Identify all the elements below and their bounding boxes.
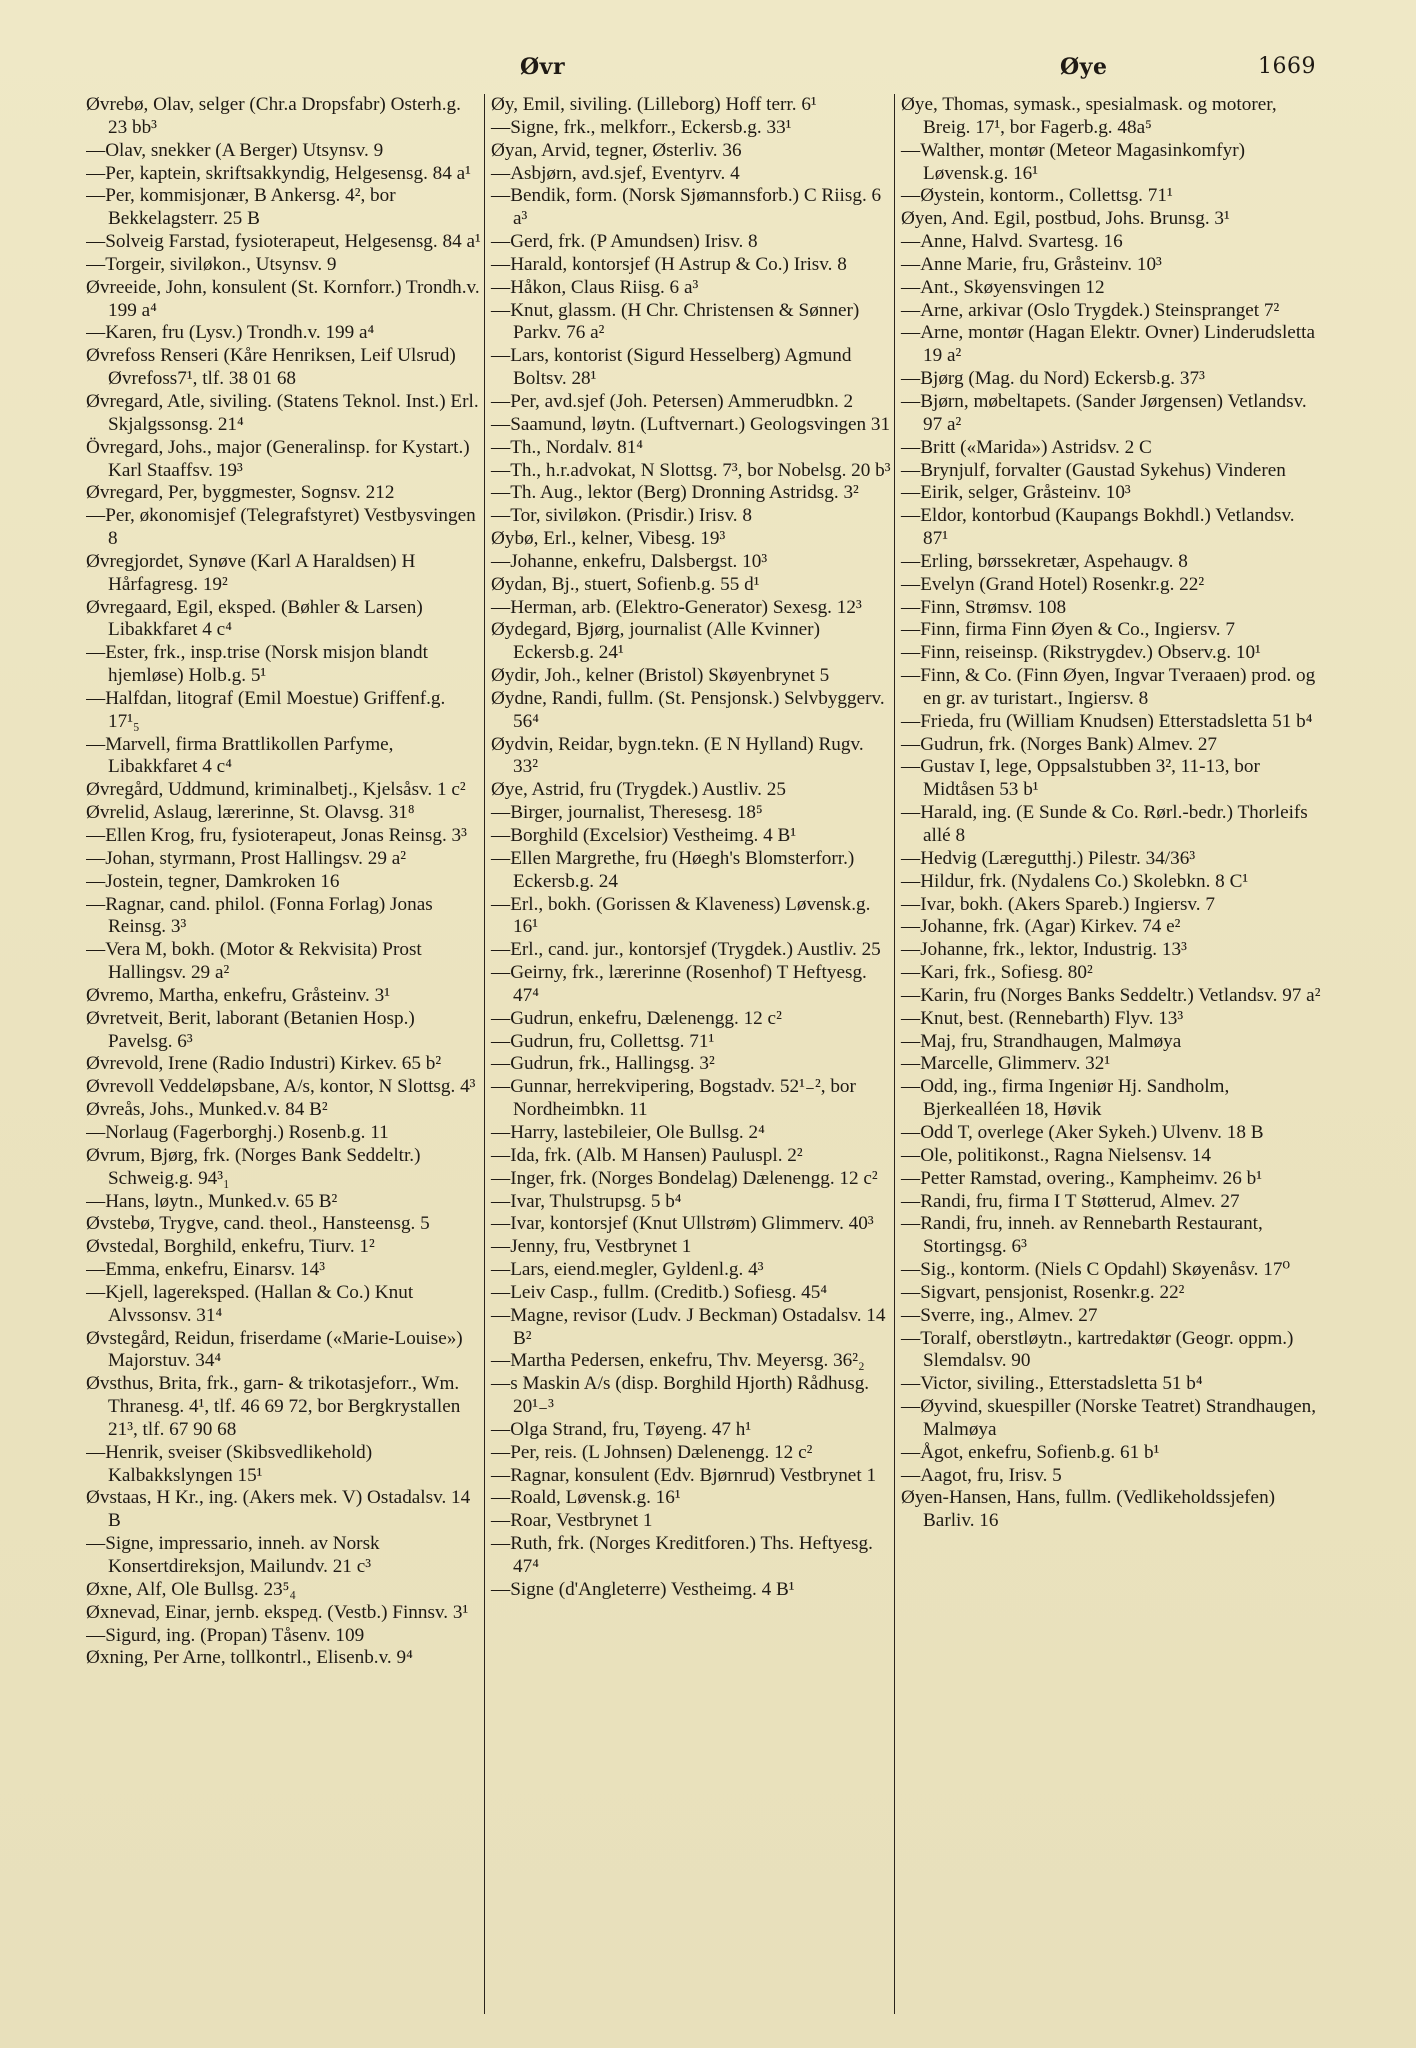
directory-entry: —Håkon, Claus Riisg. 6 a³ <box>491 276 699 298</box>
directory-entry: Øydvin, Reidar, bygn.tekn. (E N Hylland) Rugv. 33² <box>491 733 864 778</box>
directory-entry: —Signe, impressario, inneh. av Norsk Konsertdireksjon, Mailundv. 21 c³ <box>86 1533 380 1577</box>
directory-entry: —Ole, politikonst., Ragna Nielsensv. 14 <box>901 1144 1211 1166</box>
directory-entry: —Per, økonomisjef (Telegrafstyret) Vestbysvingen 8 <box>86 505 476 550</box>
directory-entry: —Gerd, frk. (P Amundsen) Irisv. 8 <box>491 231 758 253</box>
directory-entry: —Petter Ramstad, overing., Kampheimv. 26 b¹ <box>901 1167 1263 1189</box>
directory-entry: —Ågot, enkefru, Sofienb.g. 61 b¹ <box>901 1441 1160 1463</box>
directory-entry: —Finn, & Co. (Finn Øyen, Ingvar Tveraaen) prod. og en gr. av turistart., Ingiersv. 8 <box>901 665 1316 709</box>
directory-entry: —Kjell, lagereksped. (Hallan & Co.) Knut Alvssonsv. 31⁴ <box>86 1281 414 1326</box>
directory-entry: —Johanne, enkefru, Dalsbergst. 10³ <box>491 550 768 572</box>
directory-entry: —Frieda, fru (William Knudsen) Etterstadsletta 51 b⁴ <box>901 710 1313 732</box>
directory-entry: —Leiv Casp., fullm. (Creditb.) Sofiesg. 45⁴ <box>491 1281 828 1303</box>
directory-entry: —Johanne, frk., lektor, Industrig. 13³ <box>901 939 1187 961</box>
directory-entry: Øxne, Alf, Ole Bullsg. 23⁵₄ <box>86 1578 297 1600</box>
directory-entry: —Olga Strand, fru, Tøyeng. 47 h¹ <box>491 1418 752 1440</box>
directory-entry: —Evelyn (Grand Hotel) Rosenkr.g. 22² <box>901 573 1205 595</box>
directory-entry: —Johanne, frk. (Agar) Kirkev. 74 e² <box>901 916 1181 938</box>
directory-entry: —Asbjørn, avd.sjef, Eventyrv. 4 <box>491 162 740 184</box>
directory-entry: —Randi, fru, inneh. av Rennebarth Restaurant, Stortingsg. 6³ <box>901 1213 1263 1258</box>
directory-entry: —Gustav I, lege, Oppsalstubben 3², 11-13, bor Midtåsen 53 b¹ <box>901 756 1260 801</box>
directory-entry: Øvsthus, Brita, frk., garn- & trikotasjeforr., Wm. Thranesg. 4¹, tlf. 46 69 72, bor Bergkrystallen 21³, tlf. 67 90 68 <box>86 1373 461 1440</box>
directory-entry: Øvrevoll Veddeløpsbane, A/s, kontor, N Slottsg. 4³ <box>86 1076 476 1098</box>
directory-entry: —Karen, fru (Lysv.) Trondh.v. 199 a⁴ <box>86 322 375 344</box>
directory-entry: Øvremo, Martha, enkefru, Gråsteinv. 3¹ <box>86 984 390 1006</box>
directory-entry: —Harald, kontorsjef (H Astrup & Co.) Irisv. 8 <box>491 253 847 275</box>
directory-entry: —Ester, frk., insp.trise (Norsk misjon blandt hjemløse) Holb.g. 5¹ <box>86 642 428 687</box>
directory-entry: —Ellen Margrethe, fru (Høegh's Blomsterforr.) Eckersb.g. 24 <box>491 847 855 892</box>
directory-entry: —Ruth, frk. (Norges Kreditforen.) Ths. Heftyesg. 47⁴ <box>491 1533 873 1577</box>
directory-entry: —Norlaug (Fagerborghj.) Rosenb.g. 11 <box>86 1121 389 1143</box>
directory-entry: —Eldor, kontorbud (Kaupangs Bokhdl.) Vetlandsv. 87¹ <box>901 505 1295 550</box>
directory-entry: —Torgeir, siviløkon., Utsynsv. 9 <box>86 253 337 275</box>
directory-entry: —Gunnar, herrekvipering, Bogstadv. 52¹₋², bor Nordheimbkn. 11 <box>491 1076 856 1121</box>
directory-entry: Øvreeide, John, konsulent (St. Kornforr.) Trondh.v. 199 a⁴ <box>86 276 480 321</box>
directory-entry: —Ivar, kontorsjef (Knut Ullstrøm) Glimmerv. 40³ <box>491 1213 874 1235</box>
directory-entry: —Aagot, fru, Irisv. 5 <box>901 1464 1062 1486</box>
directory-entry: Øvrum, Bjørg, frk. (Norges Bank Seddeltr.) Schweig.g. 94³₁ <box>86 1144 421 1189</box>
directory-entry: Øvrefoss Renseri (Kåre Henriksen, Leif Ulsrud) Øvrefoss7¹, tlf. 38 01 68 <box>86 345 456 390</box>
directory-entry: —Knut, glassm. (H Chr. Christensen & Sønner) Parkv. 76 a² <box>491 299 860 344</box>
directory-entry: —Harry, lastebileier, Ole Bullsg. 2⁴ <box>491 1121 765 1143</box>
column-2 <box>484 94 893 2014</box>
page-number: 1669 <box>1258 54 1316 79</box>
directory-entry: Øydegard, Bjørg, journalist (Alle Kvinner) Eckersb.g. 24¹ <box>491 619 820 664</box>
directory-entry: —Anne, Halvd. Svartesg. 16 <box>901 231 1123 253</box>
directory-entry: Øvregard, Atle, siviling. (Statens Teknol. Inst.) Erl. Skjalgssonsg. 21⁴ <box>86 390 479 435</box>
directory-entry: —Brynjulf, forvalter (Gaustad Sykehus) Vinderen <box>901 459 1286 481</box>
directory-entry: —Marvell, firma Brattlikollen Parfyme, Libakkfaret 4 c⁴ <box>86 733 394 778</box>
directory-entry: —Geirny, frk., lærerinne (Rosenhof) T Heftyesg. 47⁴ <box>491 962 867 1006</box>
directory-entry: Øvreås, Johs., Munked.v. 84 B² <box>86 1099 328 1121</box>
directory-entry: —s Maskin A/s (disp. Borghild Hjorth) Rådhusg. 20¹₋³ <box>491 1373 870 1418</box>
directory-entry: Øvrevold, Irene (Radio Industri) Kirkev. 65 b² <box>86 1053 442 1075</box>
directory-entry: —Henrik, sveiser (Skibsvedlikehold) Kalbakkslyngen 15¹ <box>86 1441 373 1486</box>
directory-entry: —Erl., bokh. (Gorissen & Klaveness) Løvensk.g. 16¹ <box>491 893 871 938</box>
directory-entry: —Sig., kontorm. (Niels C Opdahl) Skøyenåsv. 17⁰ <box>901 1259 1291 1281</box>
directory-entry: —Inger, frk. (Norges Bondelag) Dælenengg. 12 c² <box>491 1167 878 1189</box>
directory-entry: Øvregard, Per, byggmester, Sognsv. 212 <box>86 482 395 504</box>
running-header-left: Øvr <box>520 54 566 80</box>
directory-entry: —Odd, ing., firma Ingeniør Hj. Sandholm, Bjerkealléen 18, Høvik <box>901 1076 1230 1121</box>
directory-entry: Øyen, And. Egil, postbud, Johs. Brunsg. 3¹ <box>901 208 1230 230</box>
directory-entry: —Odd T, overlege (Aker Sykeh.) Ulvenv. 18 B <box>901 1121 1264 1143</box>
directory-entry: Øvregaard, Egil, eksped. (Bøhler & Larsen) Libakkfaret 4 c⁴ <box>86 596 423 641</box>
directory-entry: Øydir, Joh., kelner (Bristol) Skøyenbrynet 5 <box>491 665 830 687</box>
directory-entry: —Erl., cand. jur., kontorsjef (Trygdek.) Austliv. 25 <box>491 939 881 961</box>
directory-entry: —Magne, revisor (Ludv. J Beckman) Ostadalsv. 14 B² <box>491 1304 886 1349</box>
directory-entry: —Hans, løytn., Munked.v. 65 B² <box>86 1190 338 1212</box>
directory-entry: Øvretveit, Berit, laborant (Betanien Hosp.) Pavelsg. 6³ <box>86 1007 415 1052</box>
directory-entry: Övregard, Johs., major (Generalinsp. for Kystart.) Karl Staaffsv. 19³ <box>86 436 470 481</box>
directory-entry: —Jenny, fru, Vestbrynet 1 <box>491 1236 692 1258</box>
directory-entry: —Arne, montør (Hagan Elektr. Ovner) Linderudsletta 19 a² <box>901 322 1316 367</box>
directory-entry: —Bendik, form. (Norsk Sjømannsforb.) C Riisg. 6 a³ <box>491 185 882 230</box>
directory-entry: Øydne, Randi, fullm. (St. Pensjonsk.) Selvbyggerv. 56⁴ <box>491 687 885 732</box>
directory-entry: —Signe, frk., melkforr., Eckersb.g. 33¹ <box>491 116 792 138</box>
directory-entry: Øvrelid, Aslaug, lærerinne, St. Olavsg. 31⁸ <box>86 802 415 824</box>
directory-entry: —Harald, ing. (E Sunde & Co. Rørl.-bedr.) Thorleifs allé 8 <box>901 802 1308 846</box>
directory-entry: —Ida, frk. (Alb. M Hansen) Pauluspl. 2² <box>491 1144 803 1166</box>
directory-entry: —Sigvart, pensjonist, Rosenkr.g. 22² <box>901 1281 1185 1303</box>
directory-entry: Øvstedal, Borghild, enkefru, Tiurv. 1² <box>86 1236 375 1258</box>
directory-entry: —Sigurd, ing. (Propan) Tåsenv. 109 <box>86 1624 365 1646</box>
directory-entry: —Hildur, frk. (Nydalens Co.) Skolebkn. 8 C¹ <box>901 870 1249 892</box>
directory-entry: —Maj, fru, Strandhaugen, Malmøya <box>901 1030 1182 1052</box>
directory-entry: —Lars, kontorist (Sigurd Hesselberg) Agmund Boltsv. 28¹ <box>491 345 852 390</box>
directory-entry: —Finn, Strømsv. 108 <box>901 596 1067 618</box>
directory-entry: —Halfdan, litograf (Emil Moestue) Griffenf.g. 17¹₅ <box>86 687 446 732</box>
directory-entry: —Signe (d'Angleterre) Vestheimg. 4 B¹ <box>491 1578 795 1600</box>
directory-entry: —Per, reis. (L Johnsen) Dælenengg. 12 c² <box>491 1441 813 1463</box>
directory-entry: —Toralf, oberstløytn., kartredaktør (Geogr. oppm.) Slemdalsv. 90 <box>901 1327 1294 1372</box>
directory-entry: —Bjørg (Mag. du Nord) Eckersb.g. 37³ <box>901 368 1205 390</box>
directory-entry: —Eirik, selger, Gråsteinv. 10³ <box>901 482 1131 504</box>
directory-entry: —Emma, enkefru, Einarsv. 14³ <box>86 1259 325 1281</box>
directory-entry: —Solveig Farstad, fysioterapeut, Helgesensg. 84 a¹ <box>86 231 481 253</box>
directory-entry: —Victor, siviling., Etterstadsletta 51 b⁴ <box>901 1373 1203 1395</box>
directory-entry: —Johan, styrmann, Prost Hallingsv. 29 a² <box>86 847 407 869</box>
running-header-right: Øye <box>1060 54 1108 80</box>
directory-entry: —Roald, Løvensk.g. 16¹ <box>491 1487 681 1509</box>
directory-entry: —Lars, eiend.megler, Gyldenl.g. 4³ <box>491 1259 764 1281</box>
directory-entry: —Karin, fru (Norges Banks Seddeltr.) Vetlandsv. 97 a² <box>901 984 1321 1006</box>
directory-entry: —Walther, montør (Meteor Magasinkomfyr) Løvensk.g. 16¹ <box>901 139 1246 184</box>
column-1 <box>86 94 481 2014</box>
directory-entry: Øyen-Hansen, Hans, fullm. (Vedlikeholdssjefen) Barliv. 16 <box>901 1487 1276 1532</box>
directory-entry: —Roar, Vestbrynet 1 <box>491 1510 653 1532</box>
directory-entry: —Knut, best. (Rennebarth) Flyv. 13³ <box>901 1007 1184 1029</box>
directory-entry: —Øyvind, skuespiller (Norske Teatret) Strandhaugen, Malmøya <box>901 1396 1316 1440</box>
directory-entry: Øye, Astrid, fru (Trygdek.) Austliv. 25 <box>491 779 786 801</box>
directory-entry: —Saamund, løytn. (Luftvernart.) Geologsvingen 31 <box>491 413 891 435</box>
directory-entry: —Vera M, bokh. (Motor & Rekvisita) Prost Hallingsv. 29 a² <box>86 939 422 984</box>
directory-entry: Øybø, Erl., kelner, Vibesg. 19³ <box>491 528 726 550</box>
directory-entry: —Øystein, kontorm., Collettsg. 71¹ <box>901 185 1173 207</box>
directory-entry: —Anne Marie, fru, Gråsteinv. 10³ <box>901 253 1162 275</box>
directory-entry: —Finn, firma Finn Øyen & Co., Ingiersv. 7 <box>901 619 1235 641</box>
directory-entry: —Martha Pedersen, enkefru, Thv. Meyersg. 36²₂ <box>491 1350 865 1372</box>
directory-entry: —Gudrun, enkefru, Dælenengg. 12 c² <box>491 1007 782 1029</box>
directory-entry: —Ivar, bokh. (Akers Spareb.) Ingiersv. 7 <box>901 893 1215 915</box>
directory-entry: —Ivar, Thulstrupsg. 5 b⁴ <box>491 1190 682 1212</box>
directory-entry: —Ant., Skøyensvingen 12 <box>901 276 1105 298</box>
directory-entry: —Hedvig (Læregutthj.) Pilestr. 34/36³ <box>901 847 1196 869</box>
directory-entry: Øvrebø, Olav, selger (Chr.a Dropsfabr) Osterh.g. 23 bb³ <box>86 94 461 138</box>
directory-entry: —Olav, snekker (A Berger) Utsynsv. 9 <box>86 139 384 161</box>
directory-entry: Øvregård, Uddmund, kriminalbetj., Kjelsåsv. 1 c² <box>86 779 466 801</box>
directory-entry: Øvstaas, H Kr., ing. (Akers mek. V) Ostadalsv. 14 B <box>86 1487 471 1532</box>
directory-entry: —Finn, reiseinsp. (Rikstrygdev.) Observ.g. 10¹ <box>901 642 1261 664</box>
directory-entry: —Britt («Marida») Astridsv. 2 C <box>901 436 1152 458</box>
directory-entry: Øy, Emil, siviling. (Lilleborg) Hoff terr. 6¹ <box>491 94 817 115</box>
directory-entry: —Ellen Krog, fru, fysioterapeut, Jonas Reinsg. 3³ <box>86 825 467 846</box>
directory-entry: —Sverre, ing., Almev. 27 <box>901 1304 1098 1326</box>
directory-entry: —Per, kommisjonær, B Ankersg. 4², bor Bekkelagsterr. 25 B <box>86 185 396 230</box>
directory-columns <box>86 94 1322 2014</box>
directory-entry: —Erling, børssekretær, Aspehaugv. 8 <box>901 550 1188 572</box>
directory-entry: Øvregjordet, Synøve (Karl A Haraldsen) H Hårfagresg. 19² <box>86 550 416 595</box>
directory-entry: —Per, avd.sjef (Joh. Petersen) Ammerudbkn. 2 <box>491 390 854 412</box>
directory-entry: Øye, Thomas, symask., spesialmask. og motorer, Breig. 17¹, bor Fagerb.g. 48a⁵ <box>901 94 1277 138</box>
directory-entry: —Th., h.r.advokat, N Slottsg. 7³, bor Nobelsg. 20 b³ <box>491 459 891 481</box>
directory-entry: —Jostein, tegner, Damkroken 16 <box>86 870 340 892</box>
directory-entry: —Randi, fru, firma I T Støtterud, Almev. 27 <box>901 1190 1240 1212</box>
directory-entry: Øxning, Per Arne, tollkontrl., Elisenb.v. 9⁴ <box>86 1647 413 1669</box>
directory-entry: —Herman, arb. (Elektro-Generator) Sexesg. 12³ <box>491 596 862 618</box>
directory-entry: —Gudrun, frk., Hallingsg. 3² <box>491 1053 715 1075</box>
directory-entry: —Th. Aug., lektor (Berg) Dronning Astridsg. 3² <box>491 482 859 504</box>
directory-entry: Øyan, Arvid, tegner, Østerliv. 36 <box>491 139 742 161</box>
directory-entry: —Birger, journalist, Theresesg. 18⁵ <box>491 802 763 824</box>
directory-entry: —Gudrun, frk. (Norges Bank) Almev. 27 <box>901 733 1218 755</box>
directory-entry: —Gudrun, fru, Collettsg. 71¹ <box>491 1030 715 1052</box>
directory-entry: —Ragnar, cand. philol. (Fonna Forlag) Jonas Reinsg. 3³ <box>86 893 433 938</box>
directory-entry: Øydan, Bj., stuert, Sofienb.g. 55 d¹ <box>491 573 760 595</box>
directory-entry: Øvstegård, Reidun, friserdame («Marie-Louise») Majorstuv. 34⁴ <box>86 1327 463 1372</box>
directory-entry: —Borghild (Excelsior) Vestheimg. 4 B¹ <box>491 825 797 846</box>
directory-entry: —Kari, frk., Sofiesg. 80² <box>901 962 1093 984</box>
directory-entry: —Tor, siviløkon. (Prisdir.) Irisv. 8 <box>491 505 752 527</box>
directory-entry: —Ragnar, konsulent (Edv. Bjørnrud) Vestbrynet 1 <box>491 1464 877 1486</box>
directory-entry: Øxnevad, Einar, jernb. ekspeд. (Vestb.) Finnsv. 3¹ <box>86 1601 469 1623</box>
directory-entry: —Th., Nordalv. 81⁴ <box>491 436 643 458</box>
directory-entry: —Arne, arkivar (Oslo Trygdek.) Steinspranget 7² <box>901 299 1280 321</box>
directory-entry: —Per, kaptein, skriftsakkyndig, Helgesensg. 84 a¹ <box>86 162 471 184</box>
column-3 <box>894 94 1323 2014</box>
directory-entry: Øvstebø, Trygve, cand. theol., Hansteensg. 5 <box>86 1213 430 1235</box>
directory-entry: —Marcelle, Glimmerv. 32¹ <box>901 1053 1111 1075</box>
directory-entry: —Bjørn, møbeltapets. (Sander Jørgensen) Vetlandsv. 97 a² <box>901 390 1307 435</box>
